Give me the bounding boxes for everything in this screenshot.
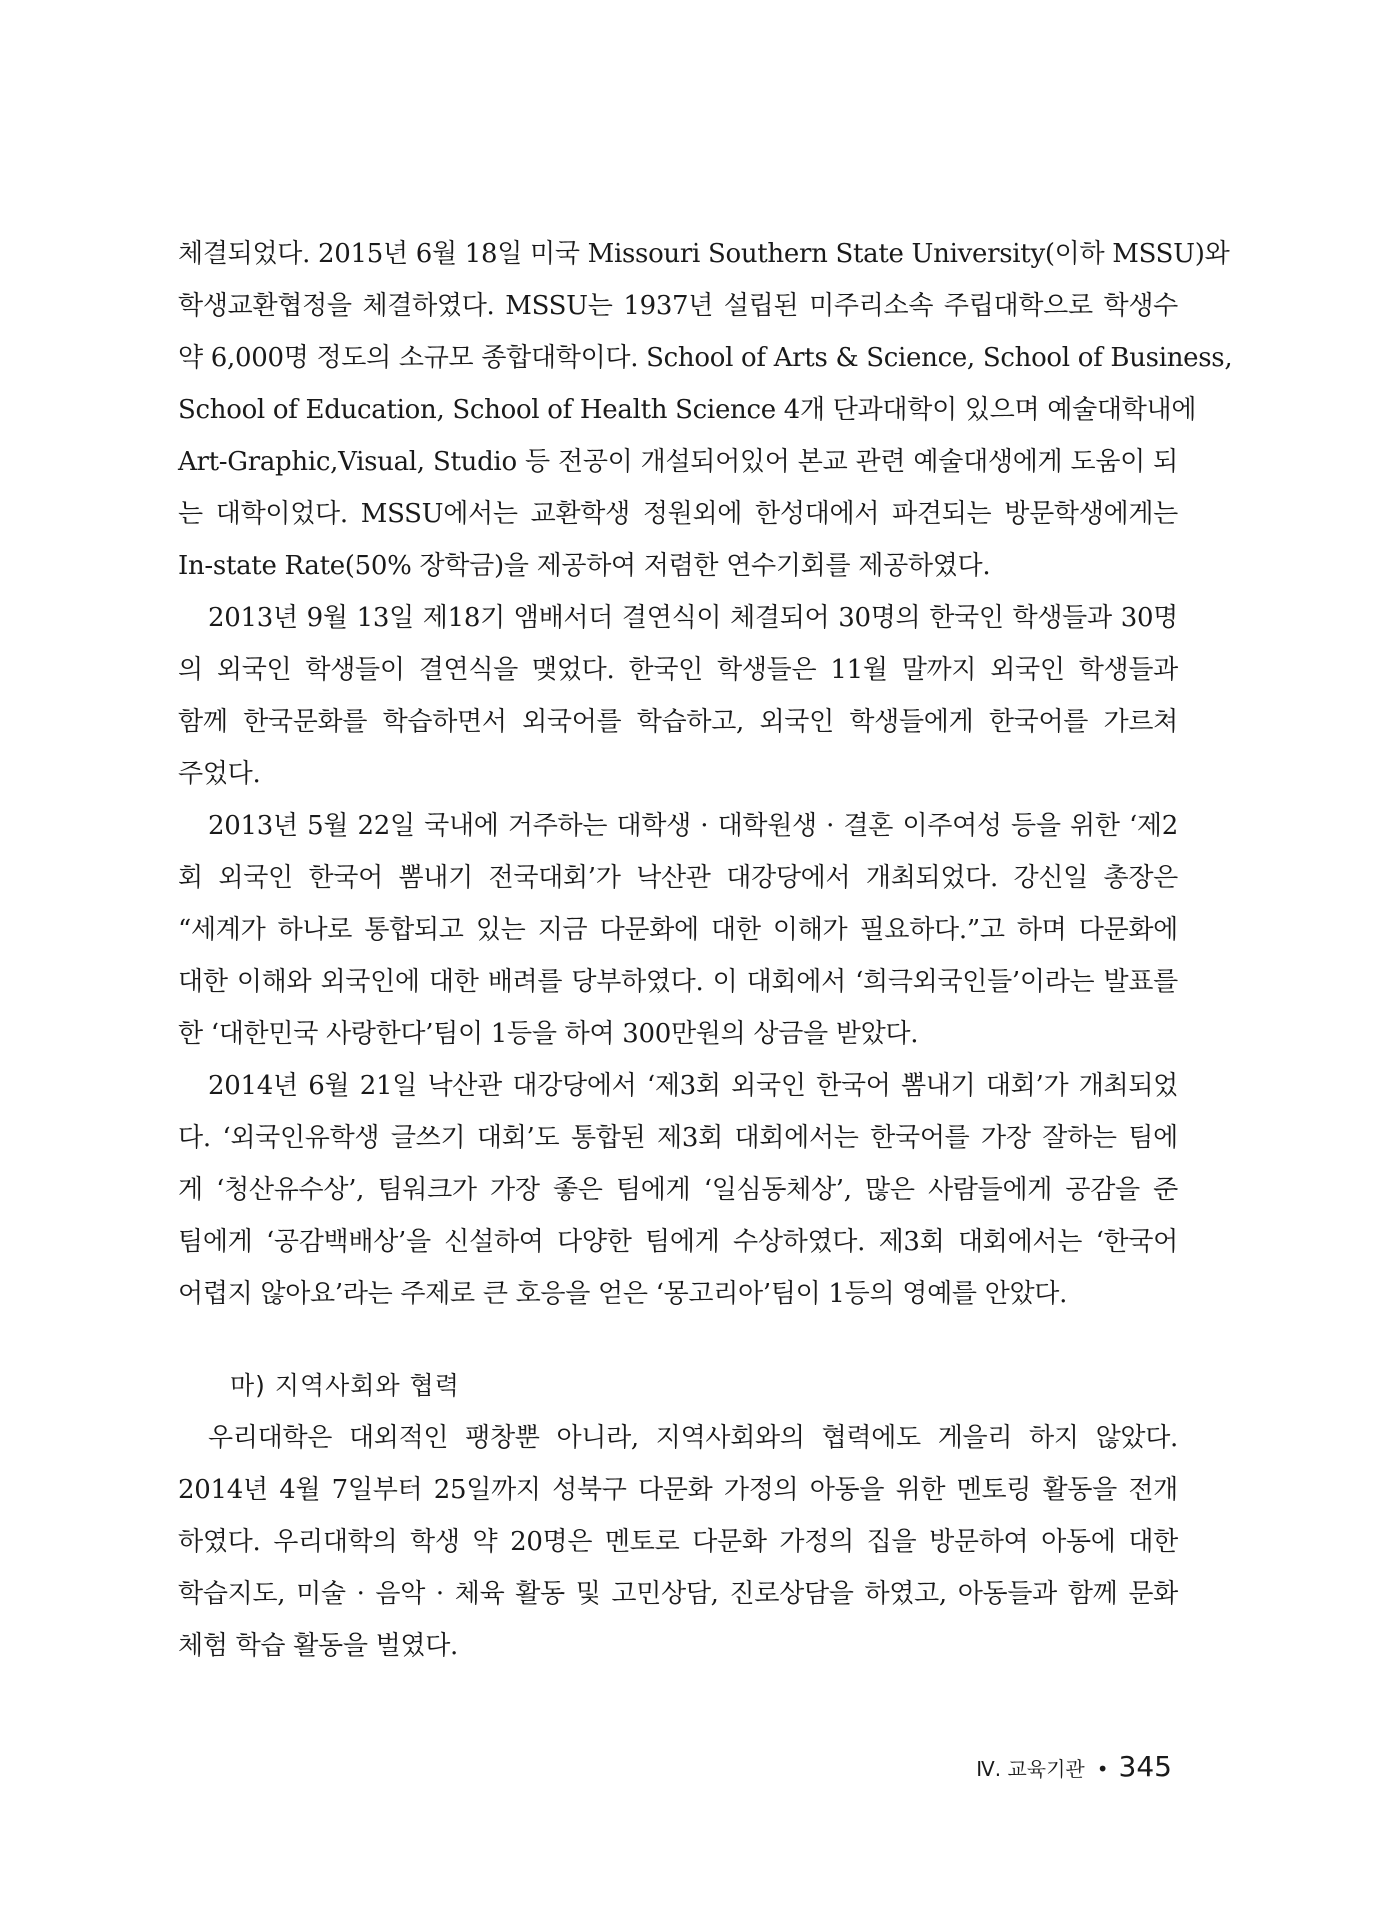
paragraph-mssu [178, 228, 1233, 592]
text-line: 한 ‘대한민국 사랑한다’팀이 1등을 하여 300만원의 상금을 받았다. [178, 1019, 919, 1049]
text-line: 대한 이해와 외국인에 대한 배려를 당부하였다. 이 대회에서 ‘희극외국인들’이라는 발표를 [178, 967, 1178, 997]
text-line: 체험 학습 활동을 벌였다. [178, 1631, 459, 1661]
chapter-label: Ⅳ. 교육기관 [976, 1757, 1085, 1781]
paragraph-community [178, 1412, 1178, 1672]
paragraph-speech-contest-2 [178, 800, 1178, 1060]
text-line: 약 6,000명 정도의 소규모 종합대학이다. School of Arts & Science, School of Business, [178, 343, 1233, 373]
paragraph-ambassador [178, 592, 1178, 800]
text-line: 학생교환협정을 체결하였다. MSSU는 1937년 설립된 미주리소속 주립대학으로 학생수 [178, 291, 1178, 321]
paragraph-speech-contest-3 [178, 1060, 1178, 1320]
text-line: 의 외국인 학생들이 결연식을 맺었다. 한국인 학생들은 11월 말까지 외국인 학생들과 [178, 655, 1178, 685]
text-line: Art-Graphic,Visual, Studio 등 전공이 개설되어있어 본교 관련 예술대생에게 도움이 되 [178, 447, 1178, 477]
text-line: 어렵지 않아요’라는 주제로 큰 호응을 얻은 ‘몽고리아’팀이 1등의 영예를 안았다. [178, 1279, 1068, 1309]
text-line: 2013년 5월 22일 국내에 거주하는 대학생 · 대학원생 · 결혼 이주여성 등을 위한 ‘제2 [208, 811, 1178, 841]
text-line: 는 대학이었다. MSSU에서는 교환학생 정원외에 한성대에서 파견되는 방문학생에게는 [178, 499, 1178, 529]
page-number: 345 [1118, 1750, 1172, 1783]
text-line: 다. ‘외국인유학생 글쓰기 대회’도 통합된 제3회 대회에서는 한국어를 가장 잘하는 팀에 [178, 1123, 1178, 1153]
text-line: 게 ‘청산유수상’, 팀워크가 가장 좋은 팀에게 ‘일심동체상’, 많은 사람들에게 공감을 준 [178, 1175, 1178, 1205]
text-line: 2014년 6월 21일 낙산관 대강당에서 ‘제3회 외국인 한국어 뽐내기 대회’가 개최되었 [208, 1071, 1178, 1101]
page-footer [976, 1750, 1172, 1783]
text-line: “세계가 하나로 통합되고 있는 지금 다문화에 대한 이해가 필요하다.”고 하며 다문화에 [178, 915, 1178, 945]
text-line: In-state Rate(50% 장학금)을 제공하여 저렴한 연수기회를 제공하였다. [178, 551, 991, 581]
text-line: 회 외국인 한국어 뽐내기 전국대회’가 낙산관 대강당에서 개최되었다. 강신일 총장은 [178, 863, 1178, 893]
section-heading: 마) 지역사회와 협력 [230, 1371, 460, 1400]
text-line: 주었다. [178, 759, 261, 789]
text-line: 2013년 9월 13일 제18기 앰배서더 결연식이 체결되어 30명의 한국인 학생들과 30명 [208, 603, 1178, 633]
page-body [178, 228, 1233, 1672]
bullet-separator: • [1096, 1757, 1109, 1781]
text-line: 팀에게 ‘공감백배상’을 신설하여 다양한 팀에게 수상하였다. 제3회 대회에서는 ‘한국어 [178, 1227, 1178, 1257]
text-line: 2014년 4월 7일부터 25일까지 성북구 다문화 가정의 아동을 위한 멘토링 활동을 전개 [178, 1475, 1178, 1505]
text-line: 체결되었다. 2015년 6월 18일 미국 Missouri Southern State University(이하 MSSU)와 [178, 239, 1230, 269]
text-line: School of Education, School of Health Science 4개 단과대학이 있으며 예술대학내에 [178, 395, 1197, 425]
text-line: 학습지도, 미술 · 음악 · 체육 활동 및 고민상담, 진로상담을 하였고, 아동들과 함께 문화 [178, 1579, 1178, 1609]
text-line: 우리대학은 대외적인 팽창뿐 아니라, 지역사회와의 협력에도 게을리 하지 않았다. [208, 1423, 1178, 1453]
text-line: 하였다. 우리대학의 학생 약 20명은 멘토로 다문화 가정의 집을 방문하여 아동에 대한 [178, 1527, 1178, 1557]
text-line: 함께 한국문화를 학습하면서 외국어를 학습하고, 외국인 학생들에게 한국어를 가르쳐 [178, 707, 1178, 737]
